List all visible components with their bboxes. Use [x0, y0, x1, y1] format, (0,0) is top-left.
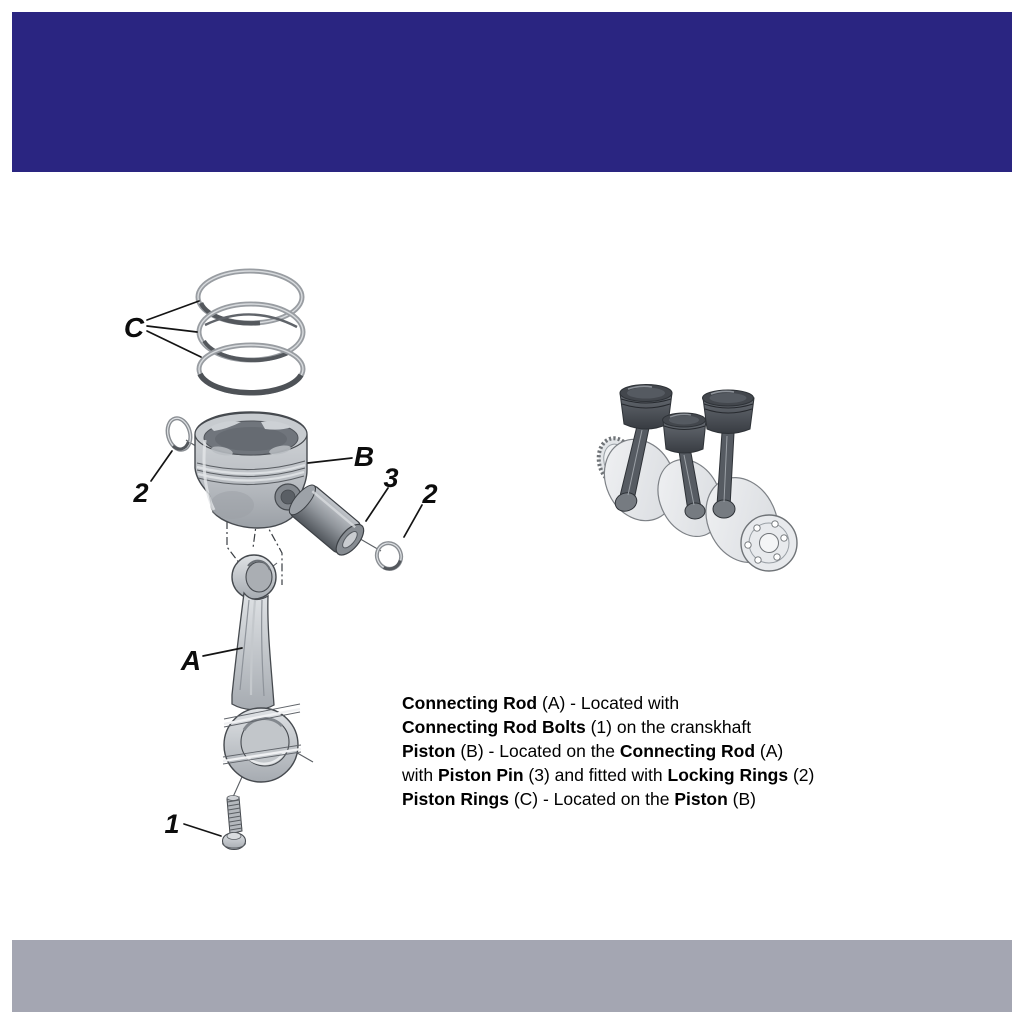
- crank-piston-2: [663, 413, 707, 453]
- description-line: with Piston Pin (3) and fitted with Locking Rings (2): [402, 765, 815, 785]
- callout-3-label: 3: [383, 463, 399, 493]
- description-line: Piston (B) - Located on the Connecting Rod (A): [402, 741, 784, 761]
- callout-b-label: B: [353, 441, 375, 472]
- description-line: Piston Rings (C) - Located on the Piston (B): [402, 789, 757, 809]
- rod-bolt-illustration: [223, 796, 246, 850]
- locking-ring-right-illustration: [373, 540, 404, 573]
- callout-2-left-label: 2: [133, 478, 149, 508]
- locking-ring-left-illustration: [164, 416, 194, 453]
- callout-a-label: A: [180, 645, 202, 676]
- crankshaft-assembly-illustration: [591, 385, 797, 575]
- description-line: Connecting Rod Bolts (1) on the cranskhaft: [402, 717, 752, 737]
- connecting-rod-illustration: [223, 555, 301, 782]
- callout-2-right-label: 2: [422, 479, 438, 509]
- description-block: [402, 691, 814, 811]
- callout-c-label: C: [123, 312, 145, 343]
- description-line: Connecting Rod (A) - Located with: [402, 693, 680, 713]
- callout-1-label: 1: [164, 809, 180, 839]
- crank-piston-3: [703, 390, 755, 434]
- piston-rings-illustration: [198, 271, 303, 393]
